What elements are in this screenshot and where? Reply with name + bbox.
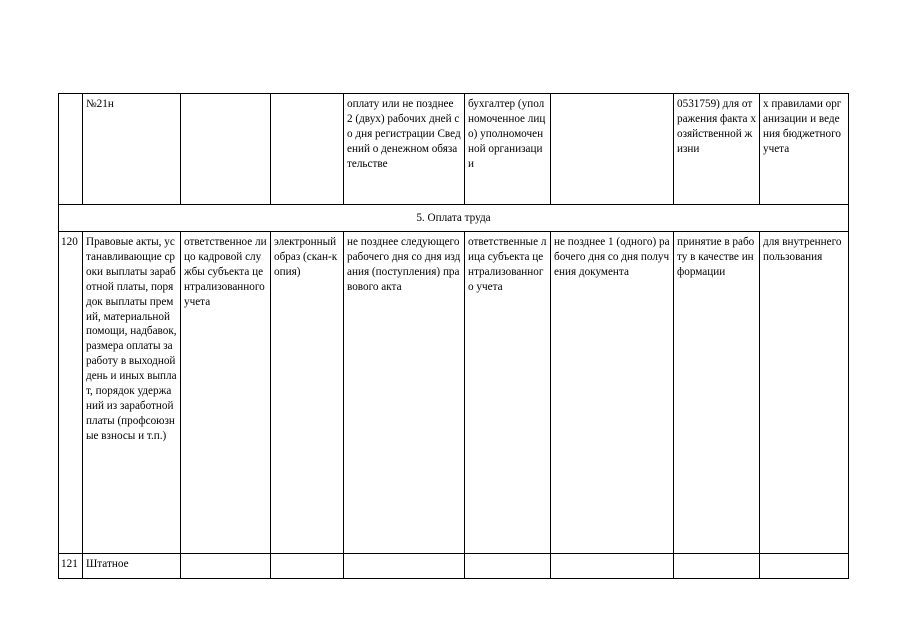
- document-table: [58, 93, 849, 579]
- cell-recipient: [465, 554, 551, 579]
- cell-result: принятие в работу в качестве информации: [674, 232, 760, 554]
- table-row-continued: [59, 94, 849, 205]
- cell-note: [760, 554, 849, 579]
- cell-deadline-processing: [551, 94, 674, 205]
- cell-document-name: Правовые акты, устанавливающие сроки выплаты заработной платы, порядок выплаты премий, материальной помощи, надбавок, размера оплаты за работу в выходной день и иных выплат, порядок удержаний из заработной платы (профсоюзные взносы и т.п.): [83, 232, 181, 554]
- section-heading: 5. Оплата труда: [59, 205, 849, 232]
- cell-number: 121: [59, 554, 83, 579]
- cell-recipient: бухгалтер (уполномоченное лицо) уполномоченной организации: [465, 94, 551, 205]
- cell-responsible-creator: [181, 554, 271, 579]
- cell-recipient: ответственные лица субъекта централизованного учета: [465, 232, 551, 554]
- cell-responsible-creator: ответственное лицо кадровой службы субъекта централизованного учета: [181, 232, 271, 554]
- cell-deadline-submission: оплату или не позднее 2 (двух) рабочих дней со дня регистрации Сведений о денежном обязательстве: [344, 94, 465, 205]
- cell-deadline-submission: [344, 554, 465, 579]
- cell-document-name: Штатное: [83, 554, 181, 579]
- table-row-120: [59, 232, 849, 554]
- cell-note: для внутреннего пользования: [760, 232, 849, 554]
- cell-result: 0531759) для отражения факта хозяйственной жизни: [674, 94, 760, 205]
- cell-number: 120: [59, 232, 83, 554]
- section-heading-row: [59, 205, 849, 232]
- cell-document-name: №21н: [83, 94, 181, 205]
- cell-deadline-submission: не позднее следующего рабочего дня со дня издания (поступления) правового акта: [344, 232, 465, 554]
- cell-deadline-processing: [551, 554, 674, 579]
- cell-form: [271, 554, 344, 579]
- table-row-121: [59, 554, 849, 579]
- cell-form: [271, 94, 344, 205]
- cell-deadline-processing: не позднее 1 (одного) рабочего дня со дня получения документа: [551, 232, 674, 554]
- cell-note: х правилами организации и ведения бюджетного учета: [760, 94, 849, 205]
- cell-responsible-creator: [181, 94, 271, 205]
- cell-result: [674, 554, 760, 579]
- cell-number: [59, 94, 83, 205]
- cell-form: электронный образ (скан-копия): [271, 232, 344, 554]
